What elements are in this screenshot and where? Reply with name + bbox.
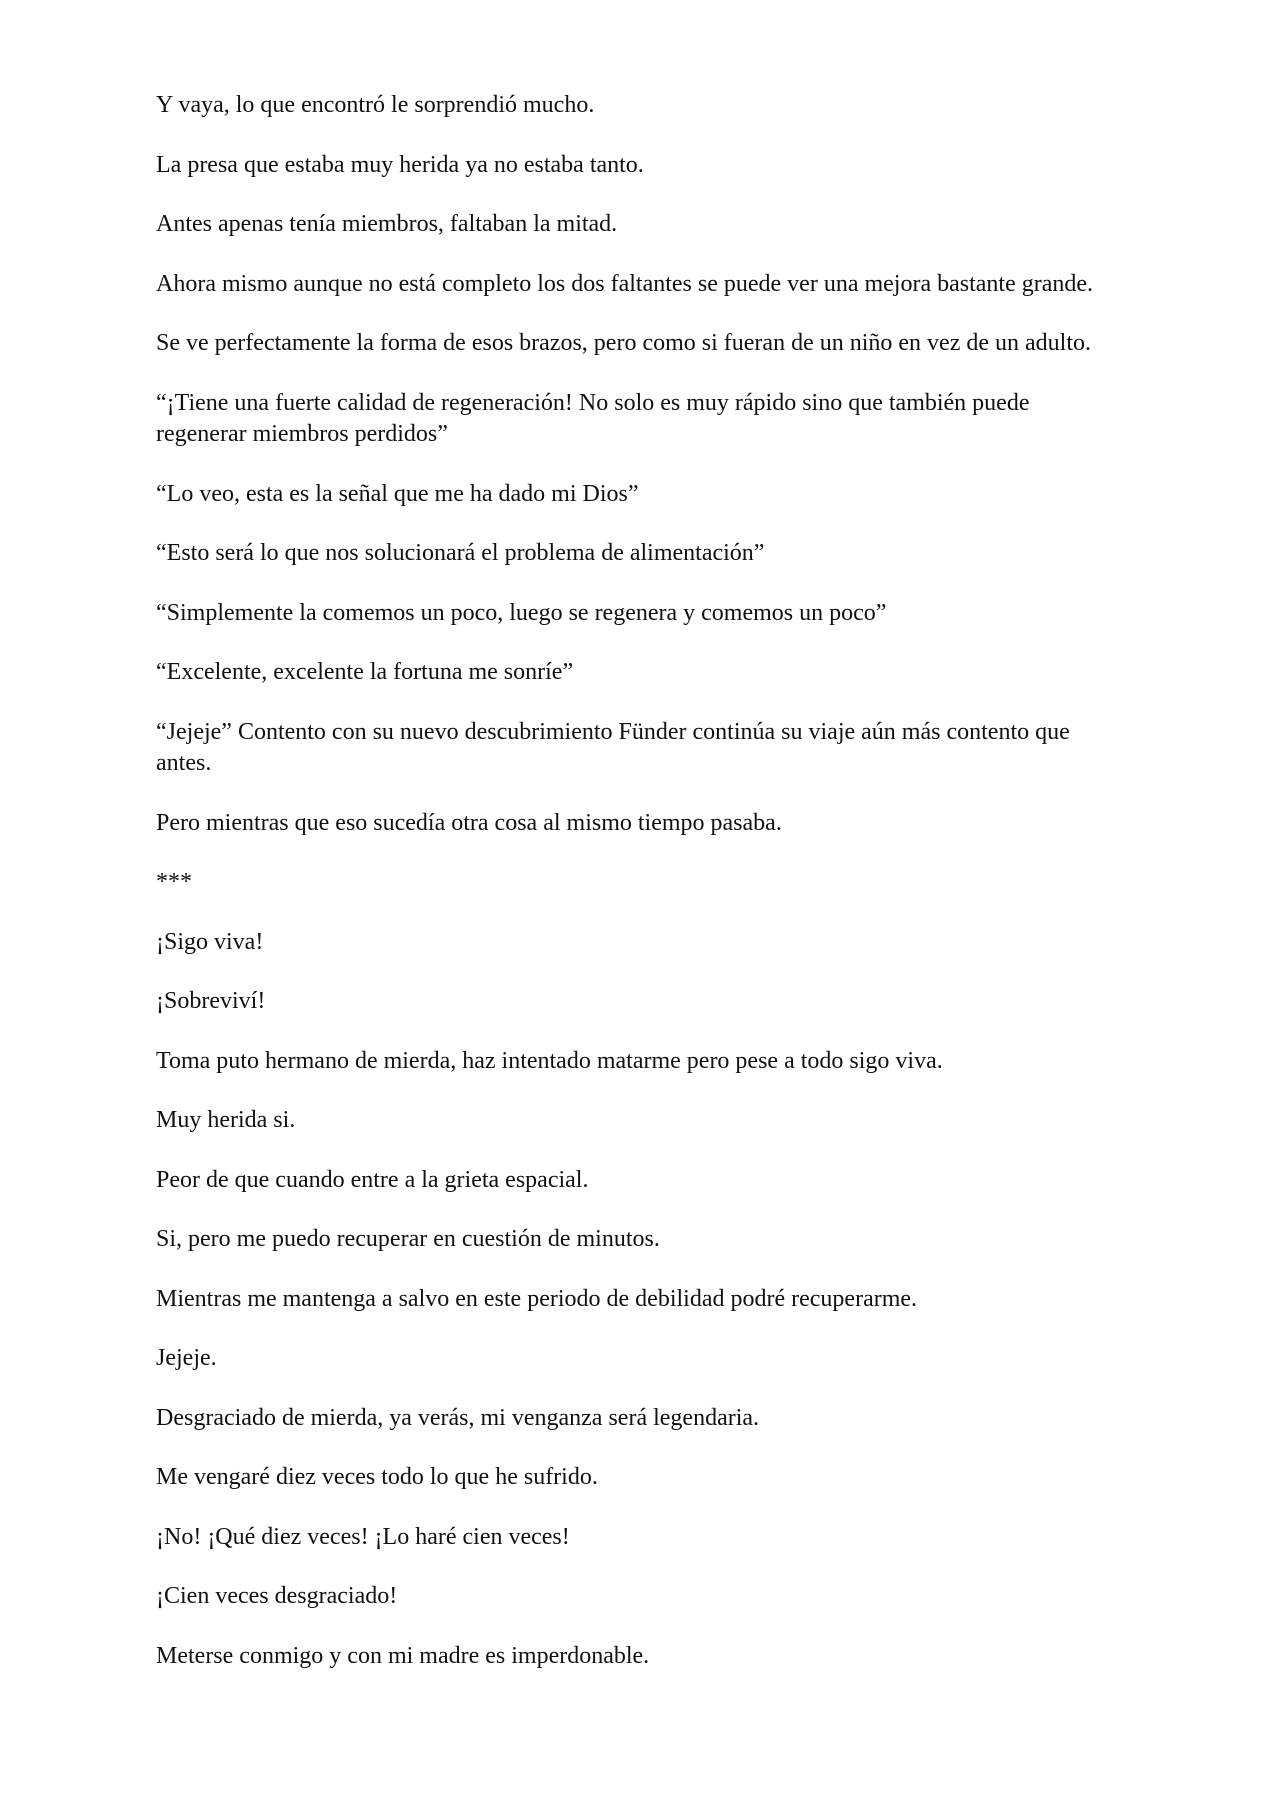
paragraph: Antes apenas tenía miembros, faltaban la mitad. (156, 211, 618, 237)
paragraph: “Excelente, excelente la fortuna me sonríe” (156, 659, 574, 685)
paragraph: Ahora mismo aunque no está completo los dos faltantes se puede ver una mejora bastante grande. (156, 270, 1094, 297)
paragraph: Si, pero me puedo recuperar en cuestión de minutos. (156, 1226, 660, 1252)
paragraph: Y vaya, lo que encontró le sorprendió mucho. (156, 92, 595, 118)
paragraph: ¡No! ¡Qué diez veces! ¡Lo haré cien veces! (156, 1523, 570, 1550)
paragraph: Se ve perfectamente la forma de esos brazos, pero como si fueran de un niño en vez de un adulto. (156, 330, 1091, 356)
paragraph: ¡Sigo viva! (156, 928, 264, 955)
paragraph: “Jejeje” Contento con su nuevo descubrimiento Fünder continúa su viaje aún más contento que antes. (156, 718, 1070, 776)
paragraph: Peor de que cuando entre a la grieta espacial. (156, 1166, 589, 1193)
section-separator: *** (156, 869, 192, 895)
paragraph: “Lo veo, esta es la señal que me ha dado mi Dios” (156, 480, 639, 507)
paragraph: “Esto será lo que nos solucionará el problema de alimentación” (156, 540, 765, 566)
document-body (156, 90, 1116, 1700)
paragraph: Muy herida si. (156, 1107, 296, 1133)
paragraph: La presa que estaba muy herida ya no estaba tanto. (156, 151, 644, 178)
paragraph: Me vengaré diez veces todo lo que he sufrido. (156, 1464, 598, 1490)
paragraph: Mientras me mantenga a salvo en este periodo de debilidad podré recuperarme. (156, 1285, 918, 1312)
paragraph: “Simplemente la comemos un poco, luego se regenera y comemos un poco” (156, 599, 887, 626)
paragraph: Desgraciado de mierda, ya verás, mi venganza será legendaria. (156, 1404, 760, 1431)
paragraph: Toma puto hermano de mierda, haz intentado matarme pero pese a todo sigo viva. (156, 1047, 943, 1074)
paragraph: “¡Tiene una fuerte calidad de regeneración! No solo es muy rápido sino que también puede regenerar miembros perdidos” (156, 389, 1030, 447)
paragraph: Pero mientras que eso sucedía otra cosa al mismo tiempo pasaba. (156, 809, 782, 836)
paragraph: Meterse conmigo y con mi madre es imperdonable. (156, 1642, 650, 1669)
paragraph: ¡Sobreviví! (156, 988, 266, 1014)
paragraph: ¡Cien veces desgraciado! (156, 1583, 398, 1609)
paragraph: Jejeje. (156, 1345, 217, 1371)
